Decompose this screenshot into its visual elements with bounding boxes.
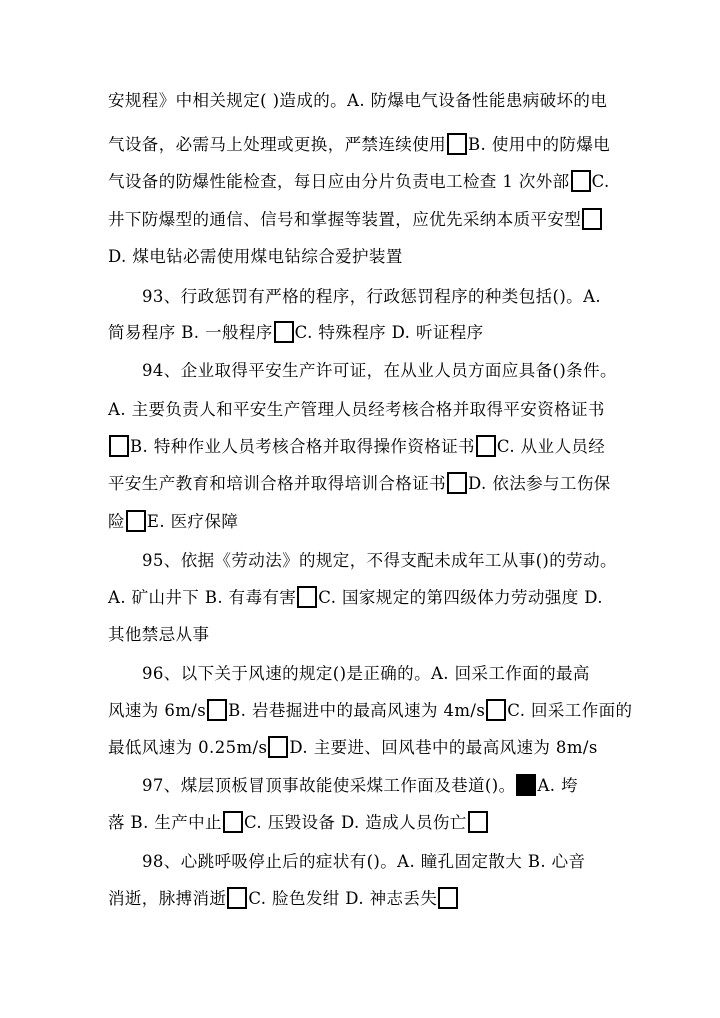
checkbox[interactable] xyxy=(468,811,488,833)
checkbox[interactable] xyxy=(223,811,243,833)
checkbox-filled[interactable] xyxy=(516,774,536,796)
question-93: 93、行政惩罚有严格的程序，行政惩罚程序的种类包括()。A. xyxy=(142,287,602,306)
text-line: 气设备的防爆性能检查，每日应由分片负责电工检查 1 次外部 C. xyxy=(108,170,610,194)
text-line: A. 矿山井下 B. 有毒有害 C. 国家规定的第四级体力劳动强度 D. xyxy=(108,586,603,610)
checkbox[interactable] xyxy=(447,133,467,155)
checkbox[interactable] xyxy=(582,208,602,230)
text-line: B. 特种作业人员考核合格并取得操作资格证书 C. 从业人员经 xyxy=(108,435,605,459)
text-line: 气设备，必需马上处理或更换，严禁连续使用 B. 使用中的防爆电 xyxy=(108,133,610,157)
checkbox[interactable] xyxy=(227,887,247,909)
text-line: D. 煤电钻必需使用煤电钻综合爱护装置 xyxy=(108,247,403,266)
checkbox[interactable] xyxy=(207,699,227,721)
checkbox[interactable] xyxy=(274,321,294,343)
text-line: 落 B. 生产中止 C. 压毁设备 D. 造成人员伤亡 xyxy=(108,811,489,835)
checkbox[interactable] xyxy=(571,170,591,192)
checkbox[interactable] xyxy=(109,435,129,457)
text-line: 最低风速为 0.25m/s D. 主要进、回风巷中的最高风速为 8m/s xyxy=(108,736,598,760)
text-line: 简易程序 B. 一般程序 C. 特殊程序 D. 听证程序 xyxy=(108,321,484,345)
text-line: 险 E. 医疗保障 xyxy=(108,510,238,534)
checkbox[interactable] xyxy=(447,472,467,494)
question-95: 95、依据《劳动法》的规定，不得支配未成年工从事()的劳动。 xyxy=(142,551,617,570)
checkbox[interactable] xyxy=(268,736,288,758)
checkbox[interactable] xyxy=(438,887,458,909)
question-96: 96、以下关于风速的规定()是正确的。A. 回采工作面的最高 xyxy=(142,664,590,683)
text-line: 井下防爆型的通信、信号和掌握等装置，应优先采纳本质平安型 xyxy=(108,208,603,232)
checkbox[interactable] xyxy=(126,510,146,532)
checkbox[interactable] xyxy=(297,586,317,608)
text-line: A. 主要负责人和平安生产管理人员经考核合格并取得平安资格证书 xyxy=(108,400,605,419)
question-94: 94、企业取得平安生产许可证，在从业人员方面应具备()条件。 xyxy=(142,361,617,380)
text-line: 风速为 6m/s B. 岩巷掘进中的最高风速为 4m/s C. 回采工作面的 xyxy=(108,699,632,723)
text-line: 平安生产教育和培训合格并取得培训合格证书 D. 依法参与工伤保 xyxy=(108,472,611,496)
question-97: 97、煤层顶板冒顶事故能使采煤工作面及巷道()。 A. 垮 xyxy=(142,774,578,798)
text-line: 消逝，脉搏消逝 C. 脸色发绀 D. 神志丢失 xyxy=(108,887,459,911)
checkbox[interactable] xyxy=(486,699,506,721)
text-line: 安规程》中相关规定( )造成的。A. 防爆电气设备性能患病破坏的电 xyxy=(108,91,608,110)
checkbox[interactable] xyxy=(476,435,496,457)
question-98: 98、心跳呼吸停止后的症状有()。A. 瞳孔固定散大 B. 心音 xyxy=(142,852,586,871)
text-line: 其他禁忌从事 xyxy=(108,625,210,644)
